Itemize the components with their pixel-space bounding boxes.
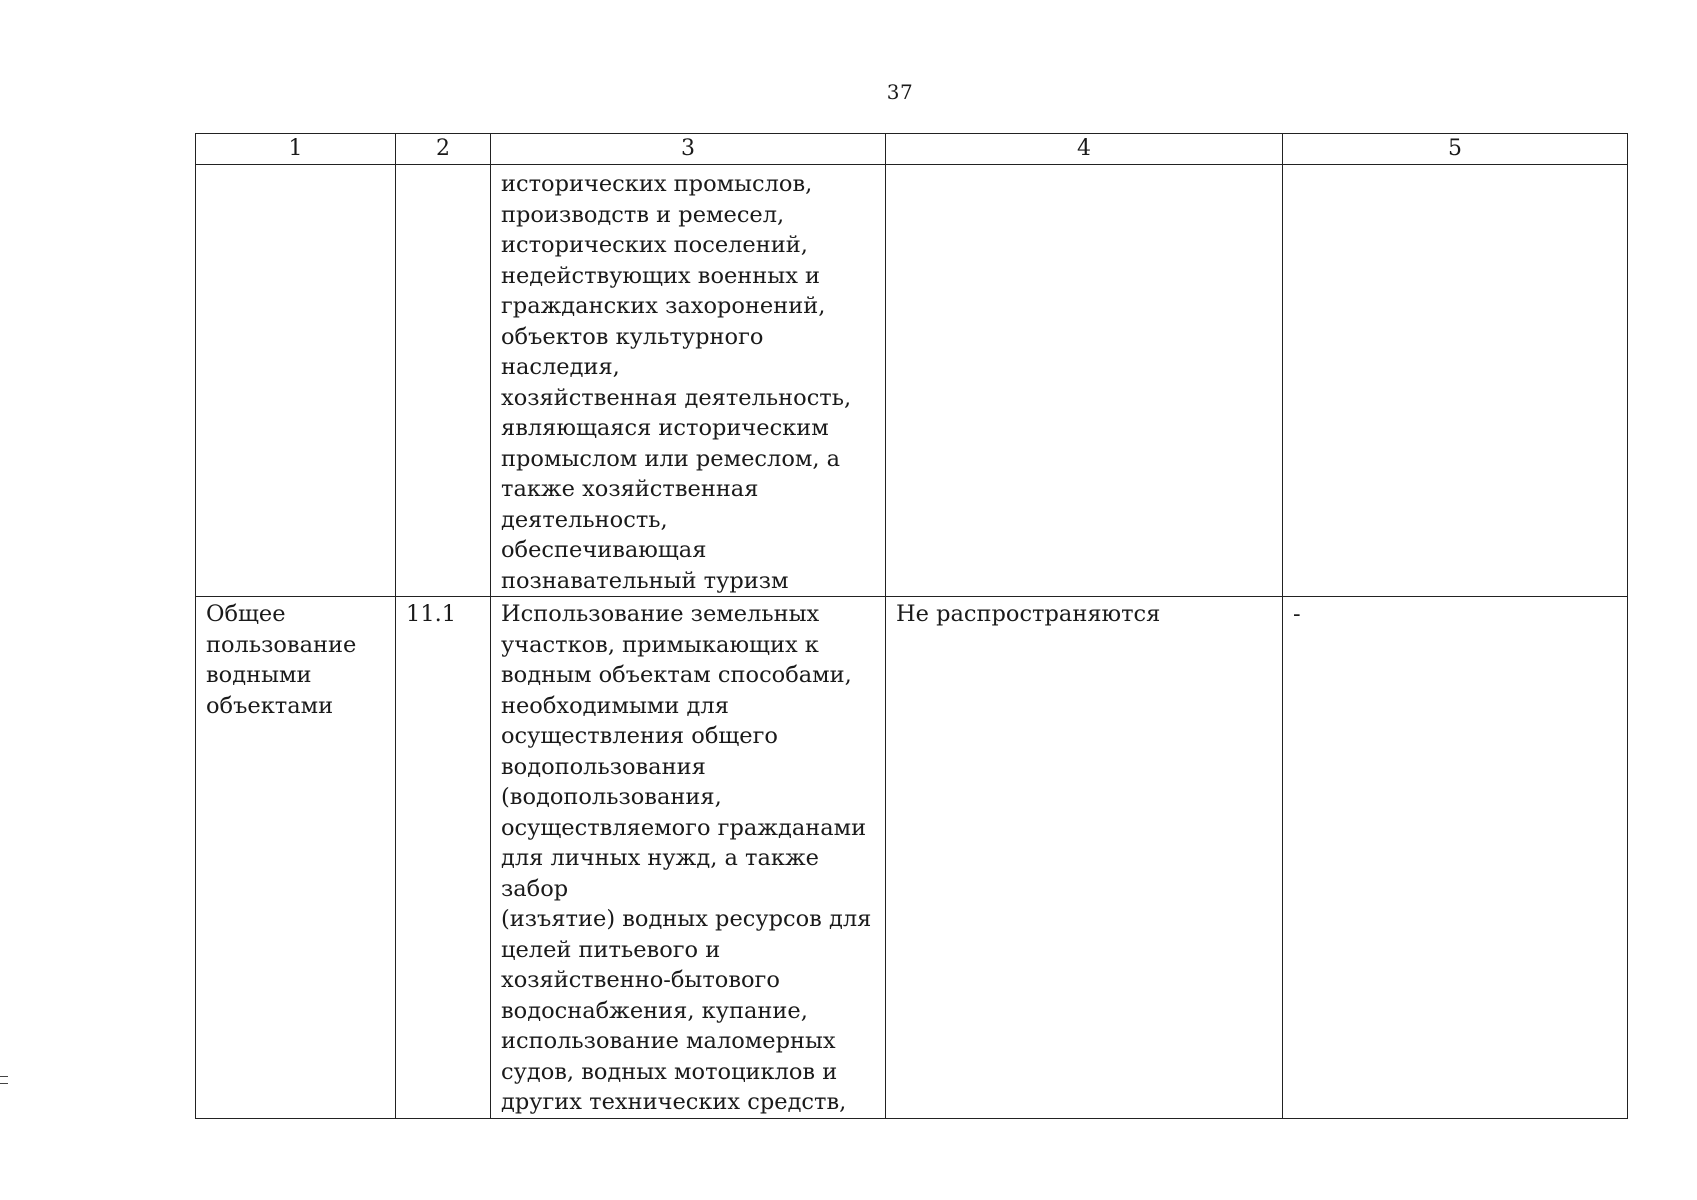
cell-name bbox=[196, 597, 396, 1119]
column-header-4: 4 bbox=[886, 134, 1283, 165]
cell-description bbox=[491, 165, 886, 597]
cell-name-text: Общее пользование водными объектами bbox=[206, 601, 357, 719]
cell-code-text: 11.1 bbox=[406, 601, 457, 627]
cell-code-text bbox=[406, 165, 480, 169]
cell-col4 bbox=[886, 597, 1283, 1119]
cell-code bbox=[396, 165, 491, 597]
cell-description-text: Использование земельных участков, примыкающих к водным объектам способами, необходимыми для осуществления общего водопользования (водопользования, осуществляемого гражданами для личных нужд, а также забор (изъятие) водных ресурсов для целей питьевого и хозяйственно-бытового водоснабжения, купание, использование маломерных судов, водных мотоциклов и других технических средств, bbox=[501, 601, 872, 1115]
cell-description-text: исторических промыслов, производств и ремесел, исторических поселений, недействующих военных и гражданских захоронений, объектов культурного наследия, хозяйственная деятельность, являющаяся историческим промыслом или ремеслом, а также хозяйственная деятельность, обеспечивающая познавательный туризм bbox=[501, 171, 852, 594]
page-number: 37 bbox=[886, 80, 914, 104]
cell-code bbox=[396, 597, 491, 1119]
column-header-5: 5 bbox=[1283, 134, 1628, 165]
cell-name-text bbox=[206, 165, 385, 169]
cell-description bbox=[491, 597, 886, 1119]
table-row bbox=[196, 597, 1628, 1119]
cell-col5 bbox=[1283, 597, 1628, 1119]
regulations-table bbox=[195, 133, 1628, 1119]
cell-col4 bbox=[886, 165, 1283, 597]
cell-name bbox=[196, 165, 396, 597]
cell-col4-text bbox=[896, 165, 1272, 169]
cell-col5-text: - bbox=[1293, 601, 1301, 627]
column-header-3: 3 bbox=[491, 134, 886, 165]
column-header-1: 1 bbox=[196, 134, 396, 165]
scan-edge-mark bbox=[0, 1076, 8, 1084]
cell-col5-text bbox=[1293, 165, 1617, 169]
cell-col5 bbox=[1283, 165, 1628, 597]
table-row bbox=[196, 165, 1628, 597]
table-header-row bbox=[196, 134, 1628, 165]
cell-col4-text: Не распространяются bbox=[896, 601, 1161, 627]
column-header-2: 2 bbox=[396, 134, 491, 165]
